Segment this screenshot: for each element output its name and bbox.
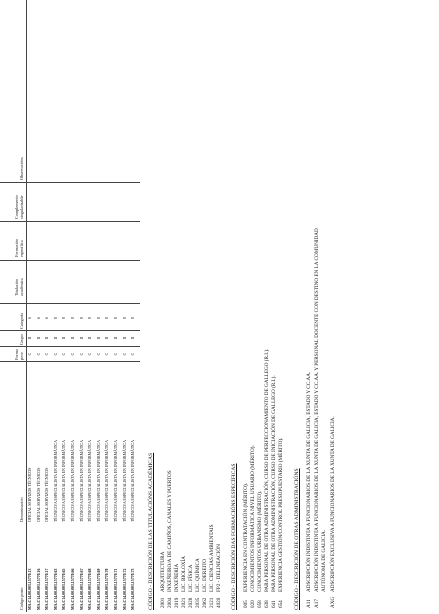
cell-categoria: 8 xyxy=(96,317,101,319)
item-code: 2121 xyxy=(209,597,215,608)
cell-grupo: II xyxy=(71,336,75,340)
cell-forma: C xyxy=(105,352,110,356)
item-text: PARA PERSONAL DE OTRA ADMINISTRACIÓN, CURSO DE INICIACIÓN DE GALLEGO (R.I.). xyxy=(271,375,277,592)
cell-denomination: OFICIAL SERVIZOS TÉCNICOS xyxy=(28,467,32,522)
cell-grupo: II xyxy=(53,336,58,340)
cell-categoria: 6 xyxy=(28,317,32,319)
cell-code: MA.C14.00.003.15770.67 xyxy=(79,568,84,610)
header-titulacion: Titulación académica xyxy=(14,278,24,296)
item-code: 641 xyxy=(271,600,277,608)
item-code: 2004 xyxy=(167,597,173,608)
item-text: EXPERIENCIA EN CONTRATACIÓN (MÉRITO). xyxy=(243,483,249,592)
table-row xyxy=(53,0,62,612)
item-text: LIC. CIENCIAS AMBIENTAIS xyxy=(209,524,215,592)
cell-categoria: 8 xyxy=(71,317,75,319)
item-text: PARA PERSONAL DE OTRA ADMINISTRACIÓN, CURSO DE PERFECCIONAMIENTO DE GALLEGO (R.I.). xyxy=(264,348,270,592)
cell-code: MA.C14.00.003.15770.66 xyxy=(71,568,75,610)
table-row xyxy=(104,0,113,612)
cell-forma: C xyxy=(131,352,136,356)
table-row xyxy=(113,0,122,612)
item-code: 2062 xyxy=(202,597,208,608)
table-row xyxy=(70,0,79,612)
cell-categoria: 8 xyxy=(53,317,58,319)
section-title-formacions: CÓDIGO - DESCRICIÓN DAS FORMACIÓNS ESPECÍFICAS xyxy=(231,463,237,610)
section-title-titulacions: CÓDIGO - DESCRICIÓN DE LAS TITULACIÓNS ACADÉMICAS xyxy=(148,452,154,610)
item-text: CONOCIMIENTOS INFORMÁTICA NIVEL USUARIO (MÉRITO). xyxy=(250,445,256,592)
item-text: FP2 - DELINEACIÓN xyxy=(216,544,222,592)
cell-forma: C xyxy=(28,352,32,356)
header-denomination: Denominación xyxy=(19,497,24,522)
cell-grupo: II xyxy=(45,336,50,340)
item-code: 005 xyxy=(243,600,249,608)
cell-categoria: 8 xyxy=(131,317,136,319)
item-text: ADSCRIPCIÓN EXCLUSIVA A FUNCIONARIOS DE LA XUNTA DE GALICIA. xyxy=(330,416,336,592)
item-code: A17 xyxy=(314,599,320,608)
cell-forma: C xyxy=(53,352,58,356)
item-code: 020 xyxy=(250,600,256,608)
item-code: 2019 xyxy=(174,597,180,608)
header-categoria: Categoría xyxy=(19,312,24,329)
item-text: EXPERIENCIA GESTIÓN/CONTROL PRESUPUESTARIO (MÉRITO). xyxy=(278,437,284,592)
item-code: 2035 xyxy=(195,597,201,608)
header-forma-prov: Forma prov. xyxy=(14,349,24,360)
item-code: 4020 xyxy=(216,597,222,608)
cell-code: MA.C14.00.003.15770.65 xyxy=(62,568,67,610)
cell-forma: C xyxy=(62,352,67,356)
cell-denomination: TÉCNICO/A ESPECIALISTA EN INFORMÁTICA xyxy=(131,440,136,522)
table-row xyxy=(96,0,105,612)
cell-categoria: 6 xyxy=(36,317,41,319)
cell-denomination: TÉCNICO/A ESPECIALISTA EN INFORMÁTICA xyxy=(79,440,84,522)
table-row xyxy=(44,0,53,612)
cell-code: MA.C14.00.003.15770.73 xyxy=(131,568,136,610)
cell-denomination: TÉCNICO/A ESPECIALISTA EN INFORMÁTICA xyxy=(53,440,58,522)
item-text: ADSCRIPCIÓN INDISTINTA A FUNCIONARIOS DE LA XUNTA DE GALICIA, ESTADO Y CC.AA. Y PERSONAL DOCENTE CON DESTINO EN LA COMUNIDAD xyxy=(314,228,320,592)
item-text: AUTÓNOMA DE GALICIA. xyxy=(321,529,327,592)
item-text: LIC. FÍSICA xyxy=(188,564,194,592)
item-text: CONOCIMIENTOS URBANISMO (MÉRITO). xyxy=(257,490,263,592)
cell-denomination: TÉCNICO/A ESPECIALISTA EN INFORMÁTICA xyxy=(96,440,101,522)
cell-forma: C xyxy=(45,352,50,356)
cell-forma: C xyxy=(36,352,41,356)
header-observacions: Observacións xyxy=(19,157,24,180)
cell-grupo: II xyxy=(88,336,93,340)
cell-categoria: 8 xyxy=(114,317,118,319)
cell-forma: C xyxy=(71,352,75,356)
item-code: 638 xyxy=(264,600,270,608)
cell-code: MA.C14.00.003.15770.17 xyxy=(45,568,50,610)
cell-grupo: II xyxy=(79,336,84,340)
cell-categoria: 8 xyxy=(62,317,67,319)
cell-code: MA.C14.00.003.15770.70 xyxy=(105,568,110,610)
cell-grupo: II xyxy=(62,336,67,340)
cell-denomination: OFICIAL SERVIZOS TÉCNICOS xyxy=(45,467,50,522)
table-row xyxy=(79,0,88,612)
cell-denomination: TÉCNICO/A ESPECIALISTA EN INFORMÁTICA xyxy=(88,440,93,522)
item-text: INXEÑERÍA xyxy=(174,563,180,592)
cell-categoria: 6 xyxy=(45,317,50,319)
cell-denomination: TÉCNICO/A ESPECIALISTA EN INFORMÁTICA xyxy=(122,440,127,522)
header-complemento: Complemento singularizable xyxy=(14,195,24,219)
item-text: LIC. QUÍMICA xyxy=(195,558,201,592)
item-code: AXG xyxy=(330,596,336,608)
header-formacion: Formación específica xyxy=(14,238,24,257)
item-code: 654 xyxy=(278,600,284,608)
cell-code: MA.C14.00.003.15770.72 xyxy=(122,568,127,610)
section-title-administracions: CÓDIGO - DESCRICIÓN DE OTRAS ADMINISTRACIÓNS xyxy=(294,468,300,610)
cell-code: MA.C14.00.003.15770.71 xyxy=(114,568,118,610)
table-header xyxy=(0,0,26,612)
cell-categoria: 8 xyxy=(88,317,93,319)
item-text: ARQUITECTURA xyxy=(160,551,166,592)
cell-denomination: TÉCNICO/A ESPECIALISTA EN INFORMÁTICA xyxy=(105,440,110,522)
cell-denomination: TÉCNICO/A ESPECIALISTA EN INFORMÁTICA xyxy=(62,440,67,522)
item-code: 2021 xyxy=(181,597,187,608)
cell-grupo: II xyxy=(122,336,127,340)
cell-categoria: 8 xyxy=(79,317,84,319)
header-grupo: Grupo xyxy=(19,334,24,345)
cell-code: MA.C14.00.003.15770.63 xyxy=(53,568,58,610)
table-row xyxy=(61,0,70,612)
table-row xyxy=(87,0,96,612)
table-row xyxy=(27,0,36,612)
cell-forma: C xyxy=(88,352,93,356)
cell-code: MA.C14.00.003.15770.16 xyxy=(36,568,41,610)
cell-forma: C xyxy=(122,352,127,356)
item-text: INXEÑEIRO/A DE CAMIÑOS, CANALES Y PUERTOS xyxy=(167,470,173,592)
item-code: 2028 xyxy=(188,597,194,608)
cell-grupo: II xyxy=(114,336,118,340)
cell-categoria: 8 xyxy=(122,317,127,319)
cell-code: MA.C14.00.003.15770.69 xyxy=(96,568,101,610)
item-text: LIC. DEREITO xyxy=(202,558,208,592)
cell-forma: C xyxy=(79,352,84,356)
cell-grupo: II xyxy=(105,336,110,340)
item-code: 2001 xyxy=(160,597,166,608)
cell-denomination: TÉCNICO/A ESPECIALISTA EN INFORMÁTICA xyxy=(114,440,118,522)
cell-categoria: 8 xyxy=(105,317,110,319)
cell-grupo: II xyxy=(36,336,41,340)
cell-code: MA.C14.00.003.15770.13 xyxy=(28,568,32,610)
item-text: ADSCRIPCIÓN INDISTINTA A FUNCIONARIOS DE LA XUNTA DE GALICIA, ESTADO Y CC.AA. xyxy=(306,371,312,592)
item-code: A11 xyxy=(306,599,312,608)
item-code: 058 xyxy=(257,600,263,608)
item-text: LIC. BIOLOXÍA xyxy=(181,555,187,592)
cell-grupo: II xyxy=(28,336,32,340)
cell-forma: C xyxy=(114,352,118,356)
cell-forma: C xyxy=(96,352,101,356)
table-row xyxy=(122,0,131,612)
cell-denomination: OFICIAL SERVIZOS TÉCNICOS xyxy=(36,467,41,522)
header-code: Código posto xyxy=(19,587,24,610)
cell-grupo: II xyxy=(131,336,136,340)
table-row xyxy=(36,0,45,612)
cell-grupo: II xyxy=(96,336,101,340)
cell-denomination: TÉCNICO/A ESPECIALISTA EN INFORMÁTICA xyxy=(71,440,75,522)
table-row xyxy=(130,0,139,612)
cell-code: MA.C14.00.003.15770.68 xyxy=(88,568,93,610)
